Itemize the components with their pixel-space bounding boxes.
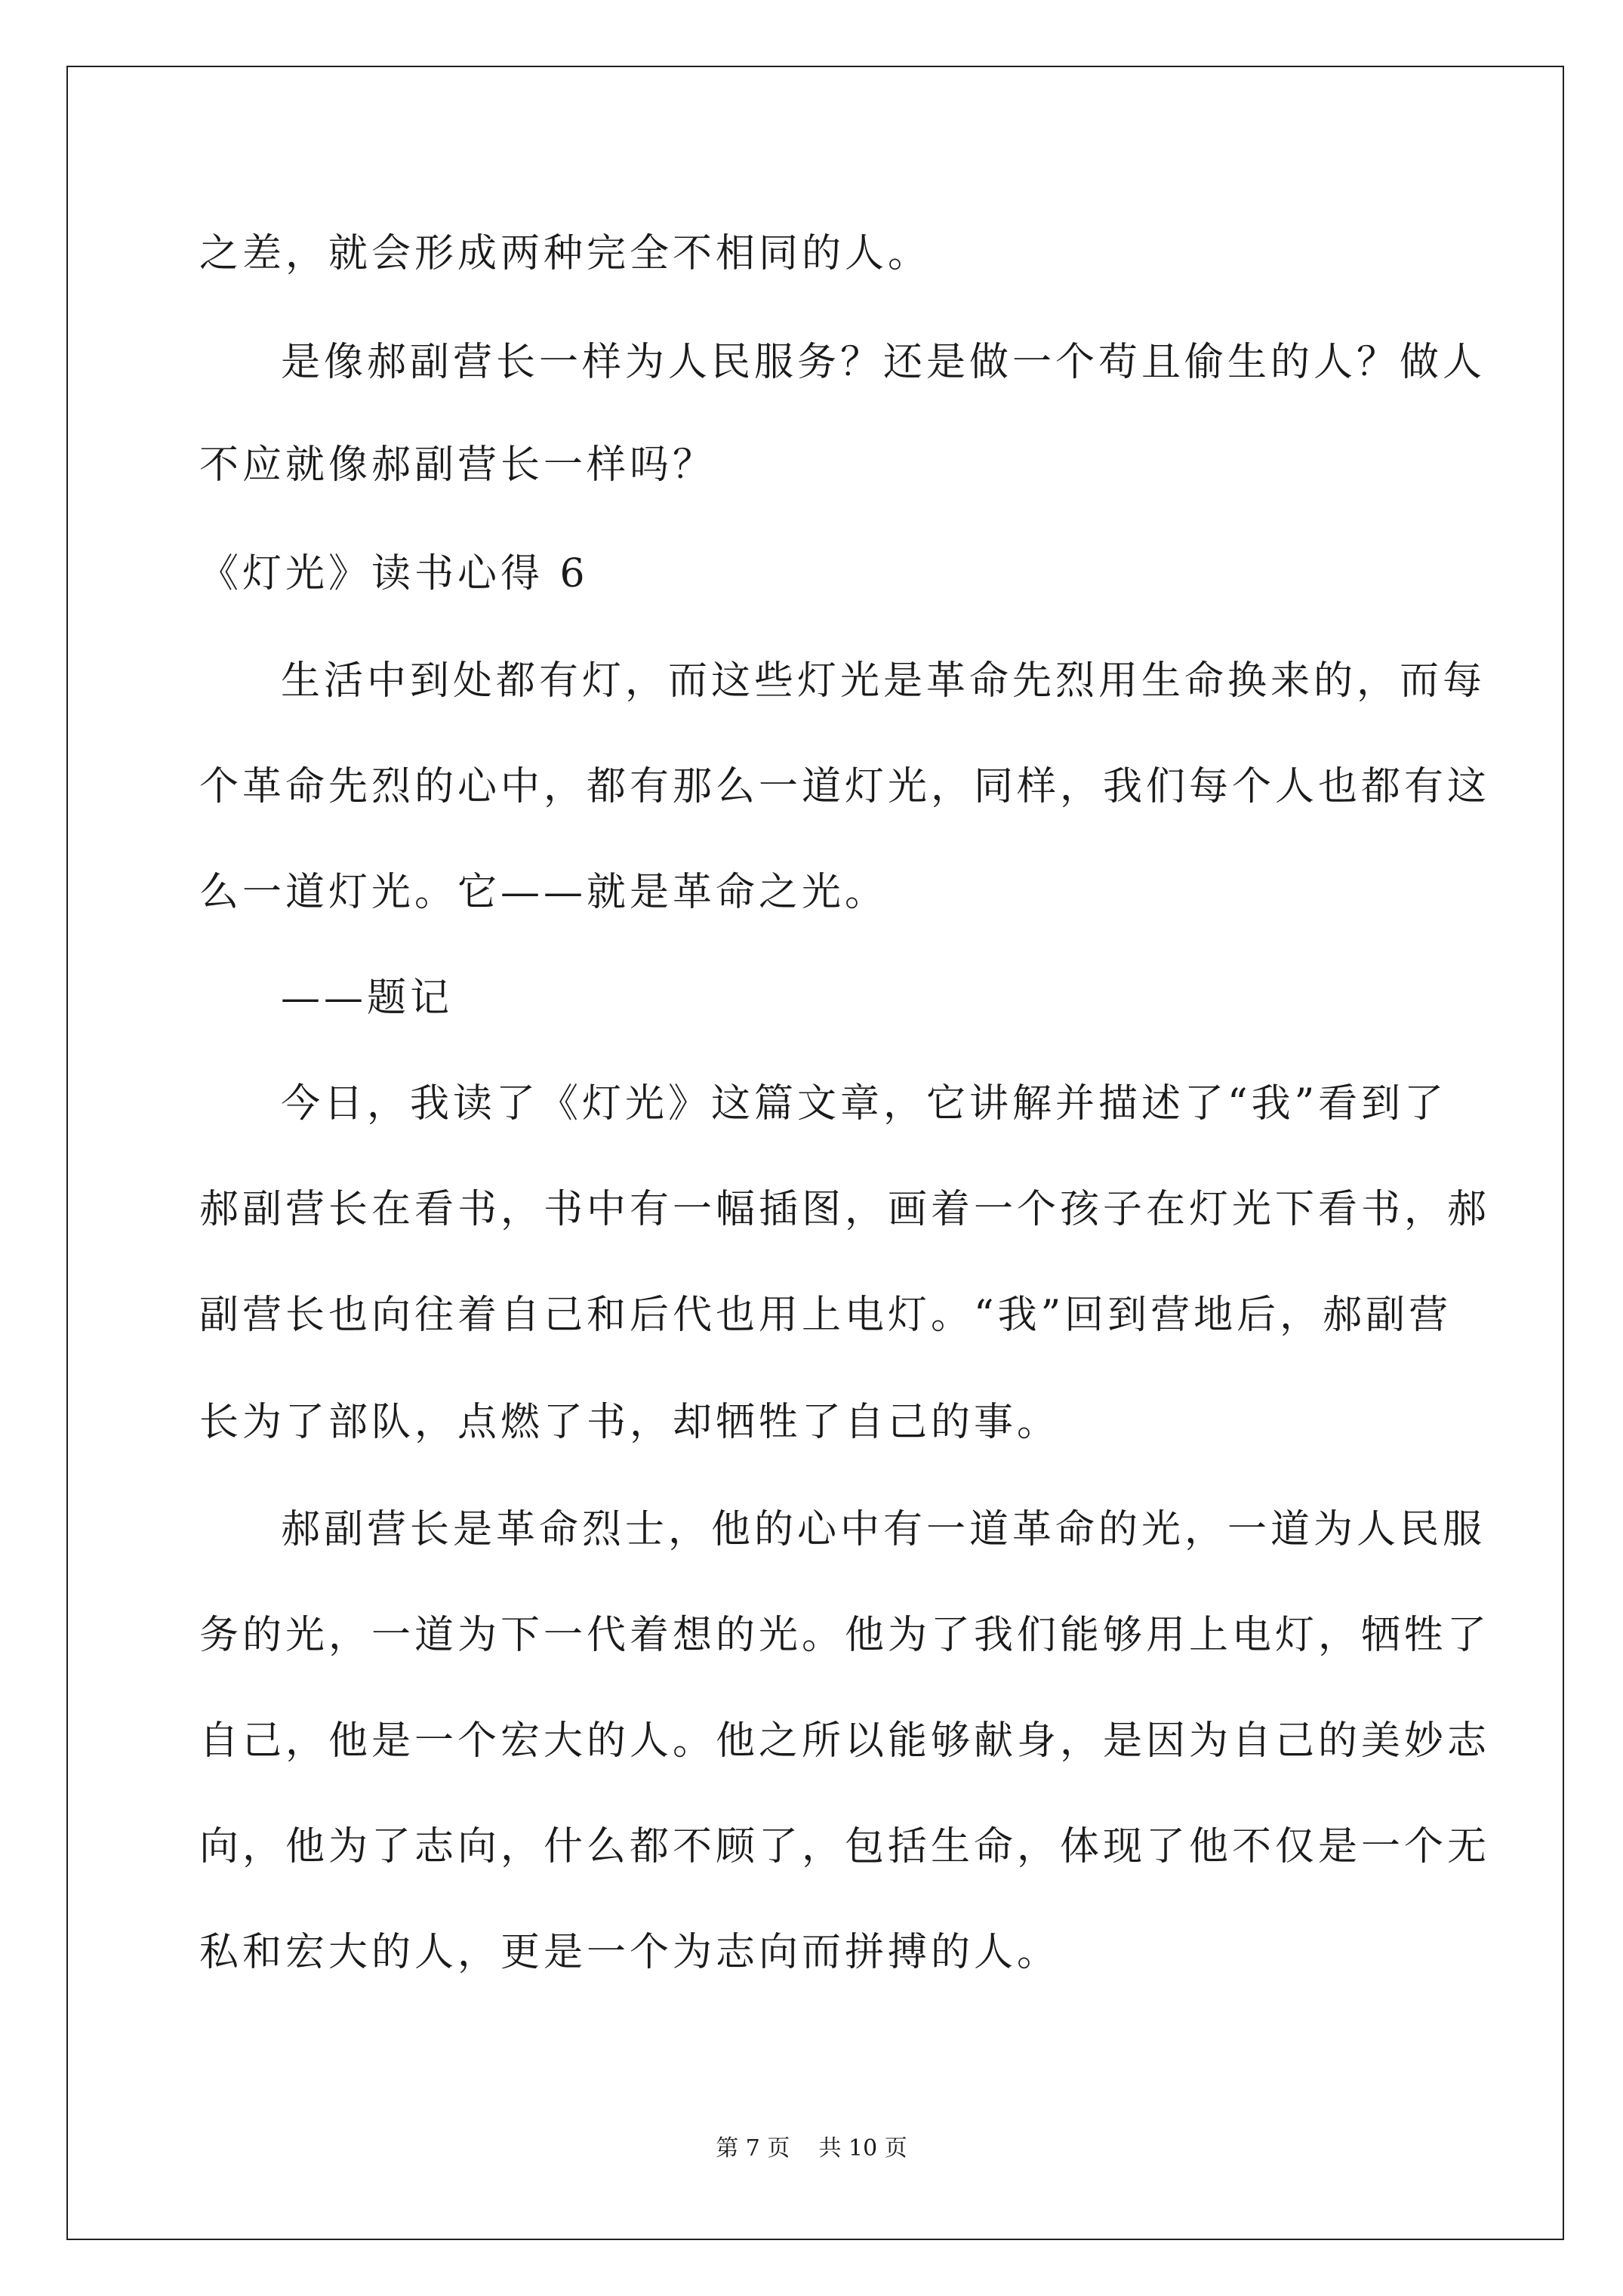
text-line: 郝副营长是革命烈士，他的心中有一道革命的光，一道为人民服 <box>281 1507 1486 1552</box>
text-line: 副营长也向往着自己和后代也用上电灯。“我”回到营地后，郝副营 <box>199 1293 1452 1338</box>
page-border <box>66 66 1564 2240</box>
epigraph-note: ——题记 <box>281 975 454 1021</box>
text-line: 长为了部队，点燃了书，却牺牲了自己的事。 <box>199 1400 1061 1445</box>
text-line: 务的光，一道为下一代着想的光。他为了我们能够用上电灯，牺牲了 <box>199 1613 1491 1658</box>
text-line: 郝副营长在看书，书中有一幅插图，画着一个孩子在灯光下看书，郝 <box>199 1187 1491 1232</box>
text-line: 是像郝副营长一样为人民服务？还是做一个苟且偷生的人？做人 <box>281 340 1486 385</box>
section-heading: 《灯光》读书心得 6 <box>199 551 589 596</box>
text-line: 生活中到处都有灯，而这些灯光是革命先烈用生命换来的，而每 <box>281 658 1486 704</box>
text-line: 个革命先烈的心中，都有那么一道灯光，同样，我们每个人也都有这 <box>199 764 1491 809</box>
text-line: 私和宏大的人，更是一个为志向而拼搏的人。 <box>199 1930 1061 1975</box>
text-line: 不应就像郝副营长一样吗？ <box>199 442 716 488</box>
text-line: 自己，他是一个宏大的人。他之所以能够献身，是因为自己的美妙志 <box>199 1718 1491 1764</box>
text-line: 向，他为了志向，什么都不顾了，包括生命，体现了他不仅是一个无 <box>199 1824 1491 1869</box>
page-number: 第 7 页 共 10 页 <box>716 2135 907 2162</box>
text-line: 今日，我读了《灯光》这篇文章，它讲解并描述了“我”看到了 <box>281 1081 1448 1126</box>
text-line: 之差，就会形成两种完全不相同的人。 <box>199 231 932 276</box>
text-line: 么一道灯光。它——就是革命之光。 <box>199 870 888 915</box>
